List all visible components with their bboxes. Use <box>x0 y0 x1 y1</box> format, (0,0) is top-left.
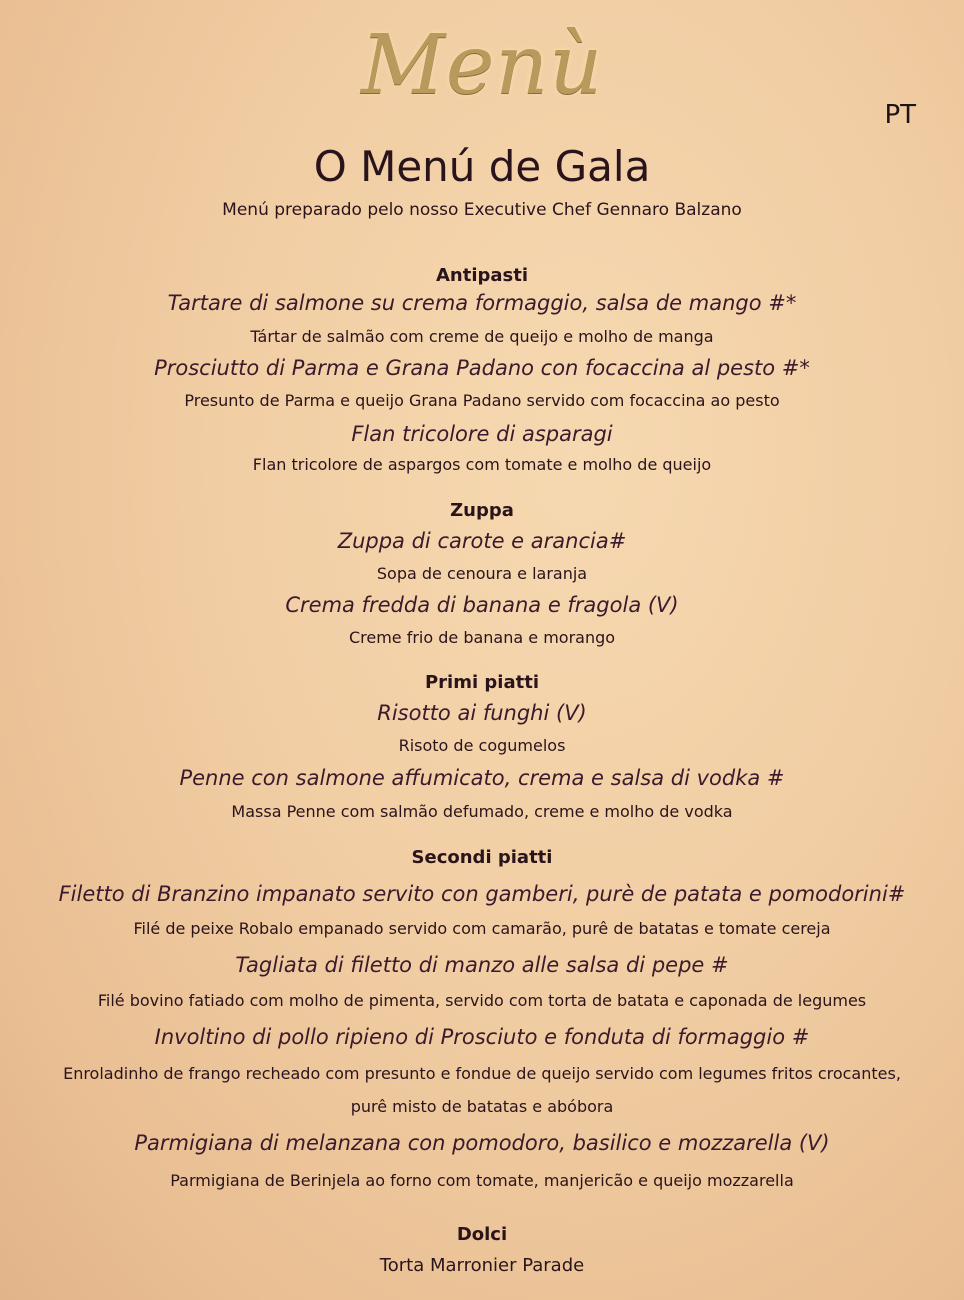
dish-portuguese: Creme frio de banana e morango <box>348 628 616 647</box>
dish-portuguese: Parmigiana de Berinjela ao forno com tomate, manjericão e queijo mozzarella <box>170 1171 794 1190</box>
dish-portuguese: Presunto de Parma e queijo Grana Padano servido com focaccina ao pesto <box>184 391 780 410</box>
menu-logo: Menù <box>360 18 604 113</box>
menu-title: O Menú de Gala <box>313 142 651 191</box>
dish-italian: Involtino di pollo ripieno di Prosciuto e fonduta di formaggio # <box>154 1025 810 1049</box>
dish-portuguese: Massa Penne com salmão defumado, creme e molho de vodka <box>231 802 733 821</box>
dish-portuguese: Enroladinho de frango recheado com presunto e fondue de queijo servido com legumes fritos crocantes, <box>63 1064 901 1083</box>
dish-italian: Prosciutto di Parma e Grana Padano con focaccina al pesto #* <box>154 356 810 380</box>
section-heading-dolci: Dolci <box>456 1224 508 1245</box>
dish-portuguese: Filé bovino fatiado com molho de pimenta, servido com torta de batata e caponada de legumes <box>97 991 867 1010</box>
section-heading-secondi: Secondi piatti <box>411 847 553 868</box>
dish-italian: Tagliata di filetto di manzo alle salsa di pepe # <box>235 953 729 977</box>
section-heading-primi: Primi piatti <box>424 672 539 693</box>
dessert-item: Torta Marronier Parade <box>379 1255 585 1276</box>
dish-portuguese: Flan tricolore de aspargos com tomate e molho de queijo <box>252 455 712 474</box>
dish-portuguese: Tártar de salmão com creme de queijo e molho de manga <box>250 327 714 346</box>
dish-italian: Crema fredda di banana e fragola (V) <box>285 593 679 617</box>
dish-italian: Risotto ai funghi (V) <box>377 701 587 725</box>
dish-italian: Penne con salmone affumicato, crema e salsa di vodka # <box>179 766 785 790</box>
dish-portuguese: Sopa de cenoura e laranja <box>376 564 588 583</box>
language-code: PT <box>884 100 916 130</box>
dish-italian: Parmigiana di melanzana con pomodoro, basilico e mozzarella (V) <box>134 1131 830 1155</box>
dish-italian: Flan tricolore di asparagi <box>351 422 613 446</box>
dish-portuguese: purê misto de batatas e abóbora <box>350 1097 614 1116</box>
dish-portuguese: Risoto de cogumelos <box>398 736 566 755</box>
section-heading-zuppa: Zuppa <box>450 500 514 521</box>
menu-subtitle: Menú preparado pelo nosso Executive Chef Gennaro Balzano <box>222 200 742 220</box>
section-heading-antipasti: Antipasti <box>435 265 529 286</box>
dish-portuguese: Filé de peixe Robalo empanado servido com camarão, purê de batatas e tomate cereja <box>133 919 831 938</box>
dish-italian: Tartare di salmone su crema formaggio, salsa de mango #* <box>167 291 797 315</box>
dish-italian: Filetto di Branzino impanato servito con gamberi, purè de patata e pomodorini# <box>58 882 906 906</box>
dish-italian: Zuppa di carote e arancia# <box>337 529 627 553</box>
